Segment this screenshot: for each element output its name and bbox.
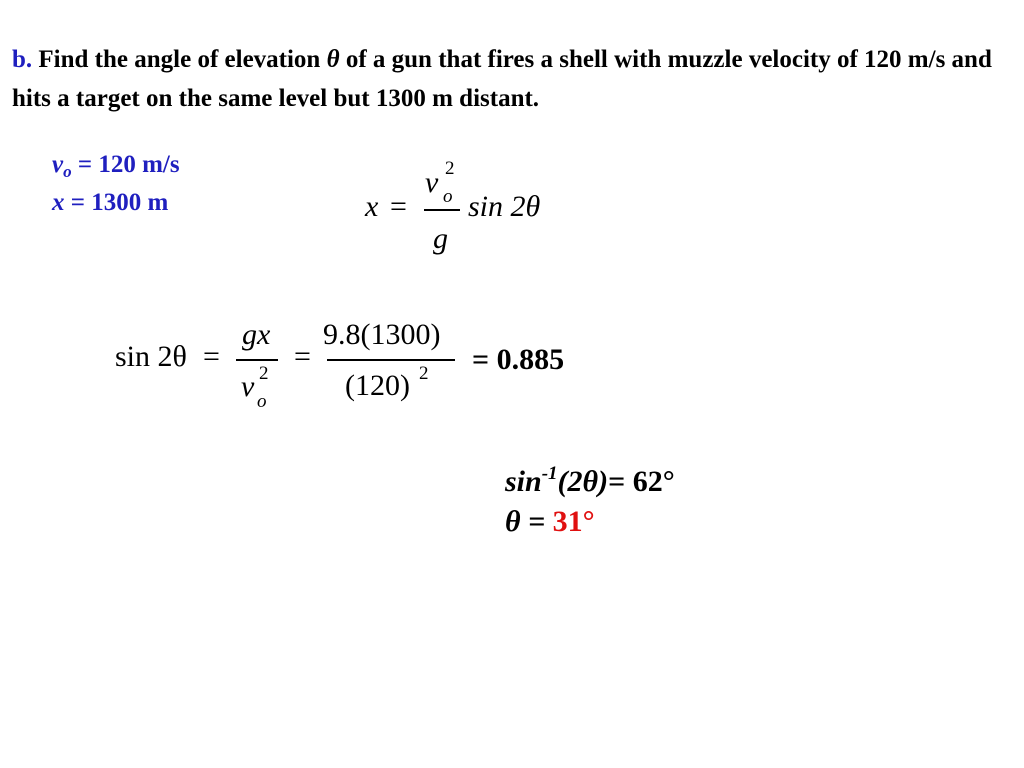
solution-sin-fn: sin	[505, 465, 542, 498]
eq2-frac1-den-sup: 2	[259, 363, 269, 384]
eq2-frac1-bar	[236, 359, 278, 361]
solution-inverse-sup: -1	[541, 463, 558, 484]
solution	[505, 462, 675, 542]
eq1-equals: =	[390, 190, 407, 223]
given-v-subscript: o	[63, 162, 72, 181]
eq1-den: g	[433, 222, 448, 255]
eq1-num-sup: 2	[445, 158, 455, 179]
eq1-rhs: sin 2θ	[468, 190, 541, 223]
problem-label: b.	[12, 46, 33, 73]
eq2-result: = 0.885	[472, 343, 565, 376]
eq2-frac1-num: gx	[242, 318, 271, 351]
problem-text-part1: Find the angle of elevation	[38, 46, 321, 73]
given-v-value: = 120 m/s	[77, 151, 180, 178]
eq2-frac2-den-sup: 2	[419, 363, 429, 384]
problem-theta: θ	[326, 46, 340, 73]
problem-text-part2: of a gun that fires a shell with muzzle velocity of 120 m/s and hits a target on the same level but 1300 m distant.	[12, 46, 992, 112]
eq2-lhs: sin 2θ	[115, 340, 187, 373]
solution-answer: 31°	[552, 505, 595, 538]
solution-line2	[505, 502, 675, 542]
given-v-symbol: v	[52, 151, 64, 178]
eq2-frac1-den-sub: o	[257, 391, 267, 412]
eq1-num-v: v	[425, 166, 439, 199]
eq1-num-sub: o	[443, 186, 453, 207]
eq1-lhs: x	[365, 190, 379, 223]
eq2-equals1: =	[203, 340, 220, 373]
eq2-frac2-num: 9.8(1300)	[323, 318, 441, 351]
eq2-frac2-bar	[327, 359, 455, 361]
eq2-equals2: =	[294, 340, 311, 373]
given-x-value: = 1300 m	[70, 189, 169, 216]
solution-theta-lhs: θ =	[505, 505, 546, 538]
eq2-frac2-den: (120)	[345, 369, 410, 402]
solution-line1	[505, 462, 675, 502]
eq2-frac1-den-v: v	[241, 370, 255, 403]
given-x-symbol: x	[52, 189, 65, 216]
solution-arg: (2θ)	[557, 465, 609, 498]
solution-value: = 62°	[608, 465, 675, 498]
